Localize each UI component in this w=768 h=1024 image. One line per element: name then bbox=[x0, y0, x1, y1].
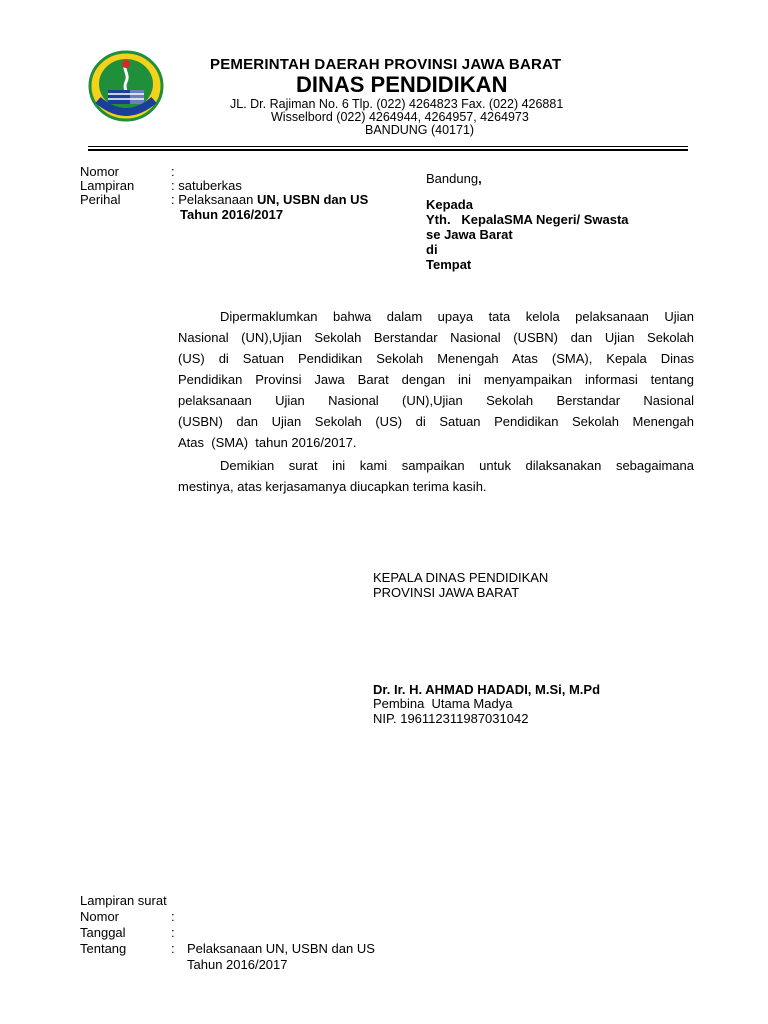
body-line: mestinya, atas kerjasamanya diucapkan terima kasih. bbox=[178, 479, 487, 494]
address-line-3: BANDUNG (40171) bbox=[365, 123, 475, 137]
attachment-tentang-label: Tentang bbox=[80, 941, 127, 956]
perihal-bold: UN, USBN dan US bbox=[257, 192, 369, 207]
recipient-region: se Jawa Barat bbox=[426, 227, 513, 242]
body-line: (US) di Satuan Pendidikan Sekolah Menengah Atas (SMA), Kepala Dinas bbox=[178, 351, 694, 366]
perihal-value bbox=[171, 192, 368, 207]
attachment-tentang-colon: : bbox=[171, 941, 175, 956]
attachment-tentang-line-2: Tahun 2016/2017 bbox=[187, 957, 288, 972]
nomor-value: : bbox=[171, 164, 175, 179]
body-paragraph-2 bbox=[178, 455, 694, 497]
address-line-2: Wisselbord (022) 4264944, 4264957, 4264973 bbox=[271, 110, 529, 124]
body-line: pelaksanaan Ujian Nasional (UN),Ujian Sekolah Berstandar Nasional bbox=[178, 393, 694, 408]
recipient-tempat: Tempat bbox=[426, 257, 472, 272]
letterhead-rule-thick bbox=[88, 149, 688, 151]
lampiran-value: : satuberkas bbox=[171, 178, 242, 193]
attachment-tanggal-label: Tanggal bbox=[80, 925, 126, 940]
letterhead-rule-thin bbox=[88, 146, 688, 147]
attachment-nomor-label: Nomor bbox=[80, 909, 120, 924]
body-line: Atas (SMA) tahun 2016/2017. bbox=[178, 435, 357, 450]
attachment-tanggal-value: : bbox=[171, 925, 175, 940]
city-comma: , bbox=[478, 171, 482, 186]
body-line: Demikian surat ini kami sampaikan untuk dilaksanakan sebagaimana bbox=[220, 458, 694, 473]
perihal-line-2: Tahun 2016/2017 bbox=[180, 207, 284, 222]
kepada-label: Kepada bbox=[426, 197, 473, 212]
province-logo bbox=[88, 50, 164, 122]
body-line: Nasional (UN),Ujian Sekolah Berstandar Nasional (USBN) dan Ujian Sekolah bbox=[178, 330, 694, 345]
agency-heading: DINAS PENDIDIKAN bbox=[296, 72, 508, 97]
signatory-nip: NIP. 196112311987031042 bbox=[373, 711, 529, 726]
perihal-prefix: : Pelaksanaan bbox=[171, 192, 258, 207]
body-line: Dipermaklumkan bahwa dalam upaya tata kelola pelaksanaan Ujian bbox=[220, 309, 694, 324]
body-line: Pendidikan Provinsi Jawa Barat dengan ini menyampaikan informasi tentang bbox=[178, 372, 694, 387]
nomor-label: Nomor bbox=[80, 164, 120, 179]
city-name: Bandung bbox=[426, 171, 479, 186]
signatory-name: Dr. Ir. H. AHMAD HADADI, M.Si, M.Pd bbox=[373, 682, 601, 697]
recipient-di: di bbox=[426, 242, 438, 257]
lampiran-label: Lampiran bbox=[80, 178, 135, 193]
body-paragraph-1 bbox=[178, 306, 694, 453]
government-heading: PEMERINTAH DAERAH PROVINSI JAWA BARAT bbox=[210, 56, 562, 73]
body-line: (USBN) dan Ujian Sekolah (US) di Satuan Pendidikan Sekolah Menengah bbox=[178, 414, 694, 429]
signatory-rank: Pembina Utama Madya bbox=[373, 696, 513, 711]
attachment-tentang-value: Pelaksanaan UN, USBN dan US bbox=[187, 941, 375, 956]
perihal-label: Perihal bbox=[80, 192, 121, 207]
letter-city bbox=[426, 171, 482, 186]
attachment-heading: Lampiran surat bbox=[80, 893, 167, 908]
attachment-nomor-value: : bbox=[171, 909, 175, 924]
signatory-title-2: PROVINSI JAWA BARAT bbox=[373, 585, 520, 600]
signatory-title-1: KEPALA DINAS PENDIDIKAN bbox=[373, 570, 549, 585]
recipient-line: Yth. KepalaSMA Negeri/ Swasta bbox=[426, 212, 629, 227]
address-line-1: JL. Dr. Rajiman No. 6 Tlp. (022) 4264823 Fax. (022) 426881 bbox=[230, 97, 564, 111]
